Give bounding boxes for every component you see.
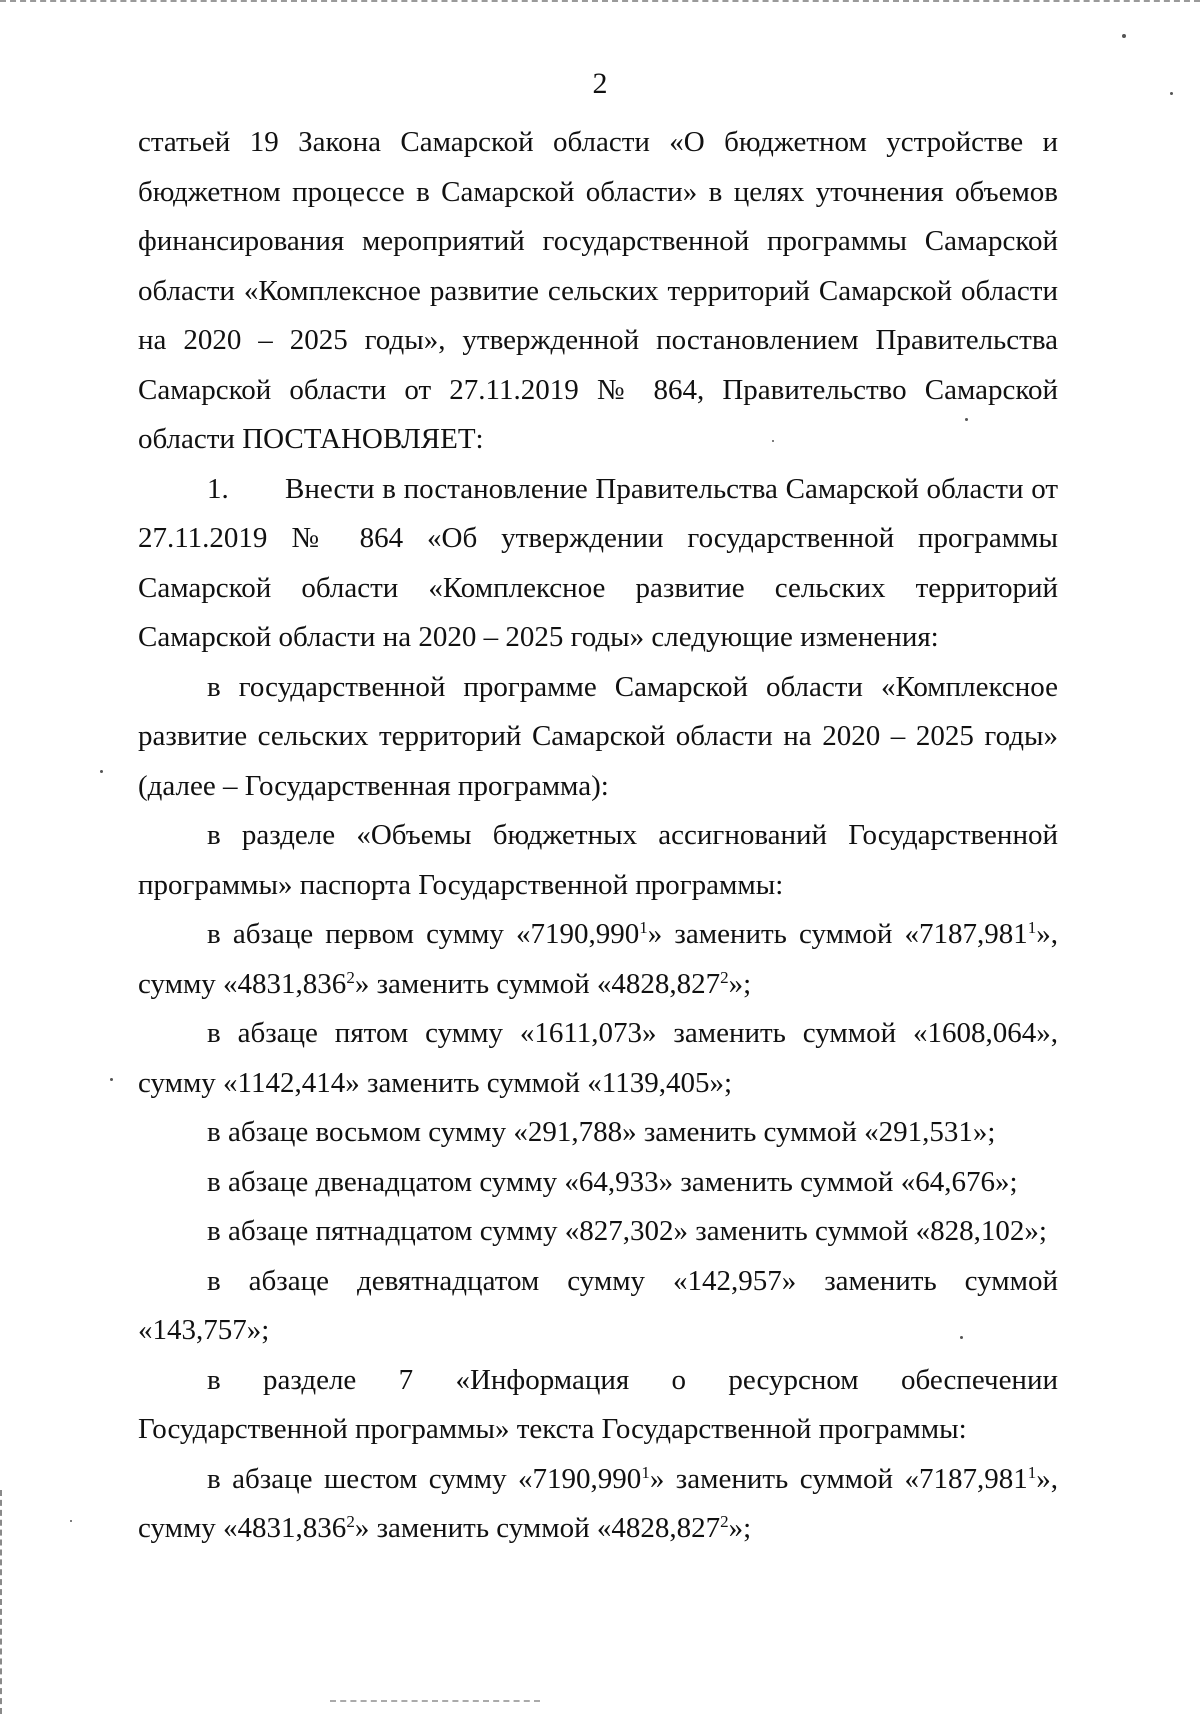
text-run: в абзаце шестом сумму «7190,990 [207,1462,642,1495]
footnote-mark: 1 [1027,1462,1037,1482]
footnote-mark: 2 [720,967,729,987]
paragraph-eighth-abzac: в абзаце восьмом сумму «291,788» заменить суммой «291,531»; [207,1116,996,1148]
text-run: » заменить суммой «4828,827 [354,967,721,1000]
paragraph-twelfth-abzac: в абзаце двенадцатом сумму «64,933» заменить суммой «64,676»; [207,1165,1018,1198]
item-number: 1. [207,472,229,505]
text-run: »; [728,967,752,1000]
paragraph-fifth-abzac: в абзаце пятом сумму «1611,073» заменить суммой «1608,064», сумму «1142,414» заменить суммой «1139,405»; [138,1017,1058,1099]
footnote-mark: 2 [346,967,355,987]
text-run: » заменить суммой «7187,981 [647,918,1028,950]
document-body [138,118,1058,1554]
scan-speck [110,1078,113,1081]
scan-speck [70,1520,72,1522]
paragraph-sixth-abzac [138,1455,1058,1554]
paragraph-fifteenth-abzac: в абзаце пятнадцатом сумму «827,302» заменить суммой «828,102»; [207,1215,1047,1247]
text-run: » заменить суммой «4828,827 [354,1512,721,1544]
item-1-text: Внести в постановление Правительства Самарской области от 27.11.2019 № 864 «Об утверждении государственной программы Самарской области «Комплексное развитие сельских территорий Самарской области на 2020 – 2025 годы» следующие изменения: [138,472,1058,653]
text-run: », сумму «4831,836 [138,1462,1058,1544]
scan-speck [772,440,774,442]
scan-speck [1122,34,1126,38]
footnote-mark: 1 [1027,918,1037,937]
paragraph-preamble: статьей 19 Закона Самарской области «О бюджетном устройстве и бюджетном процессе в Самарской области» в целях уточнения объемов финансирования мероприятий государственной программы Самарской области «Комплексное развитие сельских территорий Самарской области на 2020 – 2025 годы», утвержденной постановлением Правительства Самарской области от 27.11.2019 № 864, Правительство Самарской области ПОСТАНОВЛЯЕТ: [138,126,1058,455]
paragraph-item-1 [138,465,1058,663]
page-number: 2 [592,67,608,100]
scan-left-edge [0,1490,4,1714]
footnote-mark: 1 [639,918,648,937]
footnote-mark: 2 [346,1512,355,1531]
paragraph-first-abzac [138,910,1058,1009]
paragraph-program-name: в государственной программе Самарской области «Комплексное развитие сельских территорий Самарской области на 2020 – 2025 годы» (далее – Государственная программа): [138,670,1058,802]
text-run: » заменить суммой «7187,981 [649,1462,1028,1495]
paragraph-passport-section: в разделе «Объемы бюджетных ассигнований Государственной программы» паспорта Государственной программы: [138,819,1058,901]
scan-speck [965,418,968,421]
text-run: », сумму «4831,836 [138,918,1058,1000]
scan-speck [1170,92,1173,95]
footnote-mark: 2 [720,1512,729,1531]
text-run: в абзаце первом сумму «7190,990 [207,918,640,950]
scan-speck [100,770,103,773]
scan-top-edge [0,0,1200,6]
paragraph-section-7: в разделе 7 «Информация о ресурсном обеспечении Государственной программы» текста Государственной программы: [138,1363,1058,1445]
footnote-mark: 1 [641,1462,650,1482]
scan-bottom-edge [330,1700,540,1705]
paragraph-nineteenth-abzac: в абзаце девятнадцатом сумму «142,957» заменить суммой «143,757»; [138,1264,1058,1346]
text-run: »; [728,1512,752,1544]
scan-speck [960,1336,963,1339]
